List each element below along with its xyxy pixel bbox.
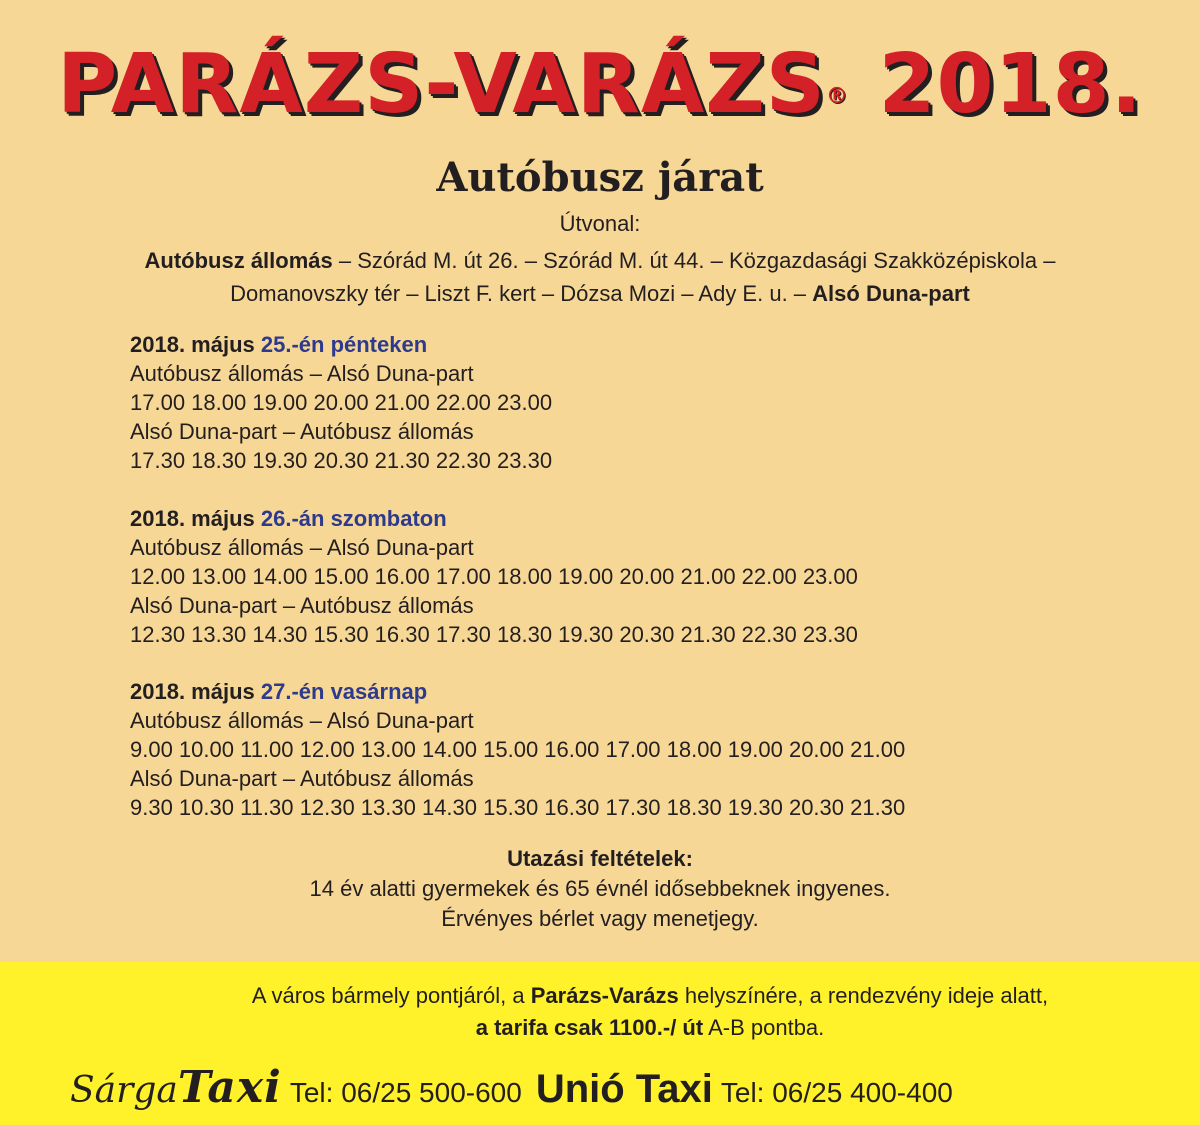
offer-tariff: a tarifa csak 1100.-/ út — [475, 1015, 704, 1040]
times-return: 17.30 18.30 19.30 20.30 21.30 22.30 23.30 — [130, 448, 553, 473]
offer-event-name: Parázs-Varázs — [530, 983, 679, 1008]
direction-return: Alsó Duna-part – Autóbusz állomás — [130, 766, 474, 791]
sarga-taxi-phone: Tel: 06/25 500-600 — [289, 1077, 522, 1108]
offer-text: A város bármely pontjáról, a — [251, 983, 531, 1008]
route-start: Autóbusz állomás — [144, 248, 333, 273]
event-title-year: 2018. — [878, 37, 1143, 132]
registered-mark: ® — [825, 84, 849, 109]
conditions-line-2: Érvényes bérlet vagy menetjegy. — [441, 906, 759, 931]
schedule-sunday — [130, 677, 905, 822]
schedule-date: 2018. május — [130, 332, 261, 357]
offer-text: A-B pontba. — [703, 1015, 825, 1040]
page-subtitle: Autóbusz járat — [436, 154, 764, 201]
times-outbound: 9.00 10.00 11.00 12.00 13.00 14.00 15.00 16.00 17.00 18.00 19.00 20.00 21.00 — [130, 737, 906, 762]
times-return: 12.30 13.30 14.30 15.30 16.30 17.30 18.30 19.30 20.30 21.30 22.30 23.30 — [130, 622, 858, 647]
schedule-date: 2018. május — [130, 679, 261, 704]
schedule-date: 2018. május — [130, 506, 261, 531]
offer-text: helyszínére, a rendezvény ideje alatt, — [678, 983, 1049, 1008]
conditions-heading: Utazási feltételek: — [507, 846, 693, 871]
direction-outbound: Autóbusz állomás – Alsó Duna-part — [130, 708, 474, 733]
direction-return: Alsó Duna-part – Autóbusz állomás — [130, 419, 474, 444]
times-outbound: 12.00 13.00 14.00 15.00 16.00 17.00 18.00 19.00 20.00 21.00 22.00 23.00 — [130, 564, 858, 589]
unio-taxi-phone: Tel: 06/25 400-400 — [720, 1077, 953, 1108]
schedule-heading — [130, 677, 905, 706]
conditions-line-1: 14 év alatti gyermekek és 65 évnél idősebbeknek ingyenes. — [309, 876, 891, 901]
schedule-day: 25.-én pénteken — [260, 332, 428, 357]
unio-taxi-name: Unió Taxi — [535, 1067, 713, 1111]
times-return: 9.30 10.30 11.30 12.30 13.30 14.30 15.30 16.30 17.30 18.30 19.30 20.30 21.30 — [130, 795, 906, 820]
schedule-heading — [130, 504, 858, 533]
sarga-logo-taxi: Taxi — [177, 1062, 282, 1113]
travel-conditions — [0, 844, 1200, 934]
direction-outbound: Autóbusz állomás – Alsó Duna-part — [130, 361, 474, 386]
sarga-taxi-logo — [70, 1062, 282, 1113]
event-title — [0, 30, 1200, 140]
taxi-footer — [0, 962, 1200, 1125]
direction-outbound: Autóbusz állomás – Alsó Duna-part — [130, 535, 474, 560]
schedule-day: 27.-én vasárnap — [260, 679, 428, 704]
route-middle-2: Domanovszky tér – Liszt F. kert – Dózsa Mozi – Ady E. u. – — [230, 281, 813, 306]
event-title-main: PARÁZS-VARÁZS — [57, 37, 826, 132]
times-outbound: 17.00 18.00 19.00 20.00 21.00 22.00 23.00 — [130, 390, 553, 415]
route-end: Alsó Duna-part — [812, 281, 970, 306]
taxi-contacts — [70, 1062, 1180, 1112]
route-middle-1: – Szórád M. út 26. – Szórád M. út 44. – Közgazdasági Szakközépiskola – — [332, 248, 1056, 273]
sarga-logo-text: Sárga — [70, 1070, 178, 1111]
taxi-offer-line-2 — [150, 1014, 1150, 1042]
schedule-heading — [130, 330, 552, 359]
taxi-offer-line-1 — [150, 982, 1150, 1010]
schedule-friday — [130, 330, 552, 475]
route-label: Útvonal: — [559, 211, 641, 236]
route-description — [40, 244, 1160, 310]
direction-return: Alsó Duna-part – Autóbusz állomás — [130, 593, 474, 618]
schedule-saturday — [130, 504, 858, 649]
schedule-day: 26.-án szombaton — [260, 506, 447, 531]
